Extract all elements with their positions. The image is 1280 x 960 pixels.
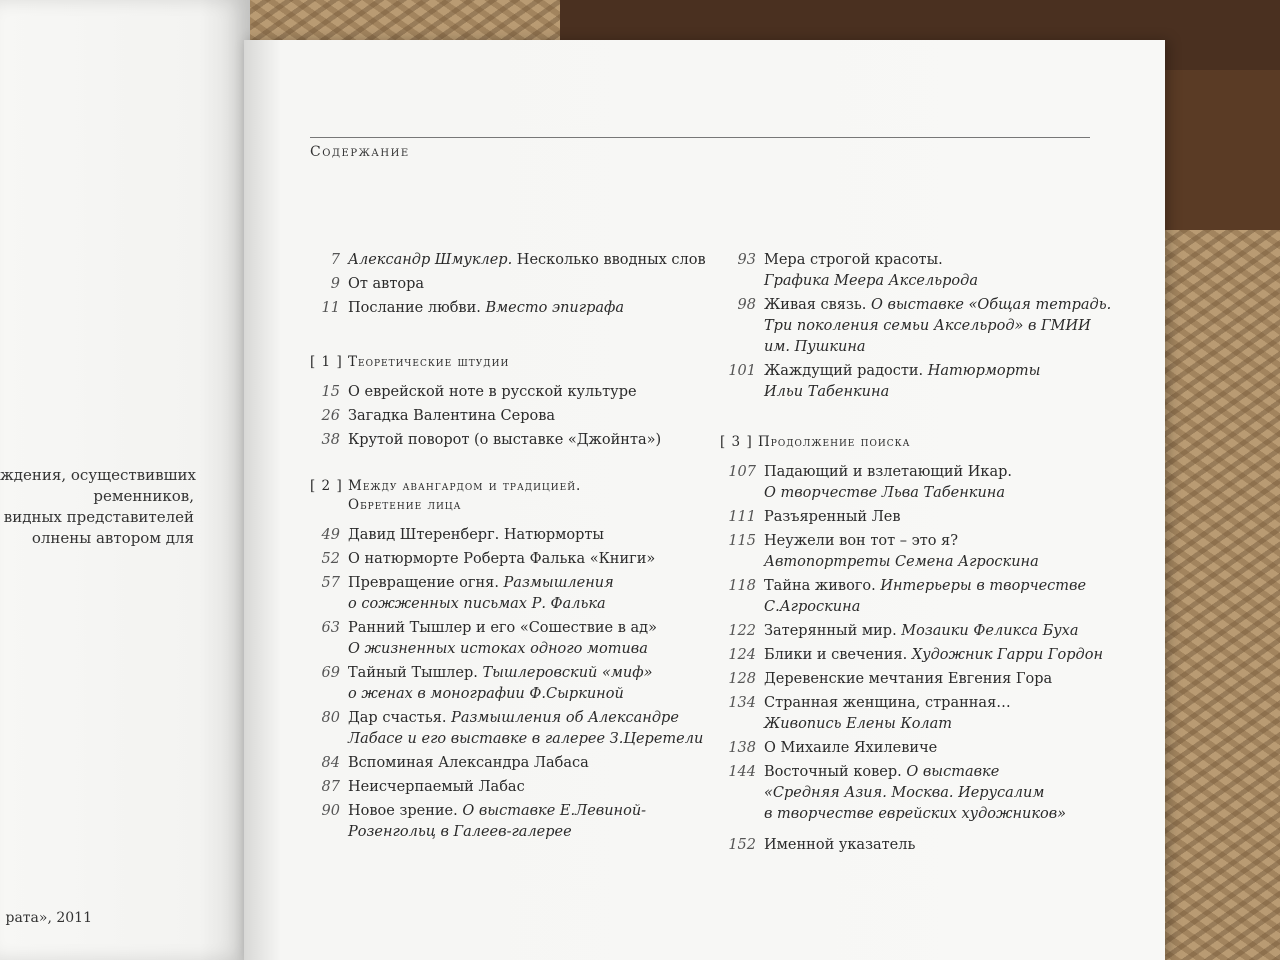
section-heading <box>720 433 1080 452</box>
toc-entry <box>310 753 680 774</box>
left-page-text <box>0 465 250 549</box>
toc-entry <box>310 573 680 615</box>
page-number: 111 <box>728 509 756 525</box>
page-number: 15 <box>321 384 340 400</box>
page-number: 9 <box>330 276 340 292</box>
page-number: 122 <box>728 623 756 639</box>
left-line: видных представителей <box>3 508 194 526</box>
entry-subtitle: Размышления об Александре <box>451 710 679 726</box>
entry-subtitle: Живопись Елены Колат <box>764 716 953 732</box>
entry-title: Несколько вводных слов <box>512 252 706 268</box>
toc-entry <box>310 430 680 451</box>
toc-entry <box>720 762 1080 825</box>
entry-subtitle: Автопортреты Семена Агроскина <box>764 554 1039 570</box>
toc-entry <box>310 298 680 319</box>
toc-entry <box>720 621 1080 642</box>
entry-title: Дар счастья. <box>348 710 452 726</box>
entry-subtitle: «Средняя Азия. Москва. Иерусалим <box>764 785 1045 801</box>
toc-entry <box>720 576 1087 618</box>
entry-title: От автора <box>348 276 425 292</box>
entry-title: Давид Штеренберг. Натюрморты <box>348 527 604 543</box>
entry-title: Странная женщина, странная… <box>764 695 1011 711</box>
section-mark: [ 2 ] <box>310 478 343 494</box>
entry-title: Неисчерпаемый Лабас <box>348 779 525 795</box>
entry-subtitle: О выставке <box>906 764 1000 780</box>
page-number: 69 <box>321 665 340 681</box>
page-number: 7 <box>330 252 340 268</box>
toc-entry <box>310 549 680 570</box>
toc-entry <box>310 382 680 403</box>
left-line: ждения, осуществивших <box>0 466 196 484</box>
section-heading <box>310 353 680 372</box>
entry-subtitle: Тышлеровский «миф» <box>482 665 653 681</box>
page-number: 152 <box>728 837 756 853</box>
entry-title: Именной указатель <box>764 837 916 853</box>
section-mark: [ 1 ] <box>310 354 343 370</box>
entry-subtitle: им. Пушкина <box>764 339 866 355</box>
toc-entry <box>720 295 1112 358</box>
toc-entry <box>310 801 680 843</box>
page-number: 124 <box>728 647 756 663</box>
page-number: 52 <box>321 551 340 567</box>
entry-title: Неужели вон тот – это я? <box>764 533 958 549</box>
toc-entry <box>310 708 704 750</box>
page-number: 144 <box>728 764 756 780</box>
entry-subtitle: Мозаики Феликса Буха <box>901 623 1079 639</box>
page-number: 90 <box>321 803 340 819</box>
entry-subtitle: О выставке Е.Левиной- <box>462 803 647 819</box>
toc-entry <box>720 835 1080 856</box>
toc-entry <box>720 531 1080 573</box>
section-title: Обретение лица <box>348 497 462 513</box>
toc-entry <box>310 525 680 546</box>
entry-title: О еврейской ноте в русской культуре <box>348 384 637 400</box>
toc-entry <box>720 645 1104 666</box>
entry-subtitle: о сожженных письмах Р. Фалька <box>348 596 606 612</box>
toc-entry <box>310 663 680 705</box>
page-number: 80 <box>321 710 340 726</box>
page-number: 98 <box>737 297 756 313</box>
entry-subtitle: Художник Гарри Гордон <box>911 647 1104 663</box>
toc-entry <box>310 618 680 660</box>
entry-title: Живая связь. <box>764 297 871 313</box>
entry-title: Падающий и взлетающий Икар. <box>764 464 1012 480</box>
entry-title: Разъяренный Лев <box>764 509 901 525</box>
left-line: ременников, <box>93 487 194 505</box>
entry-title: Тайна живого. <box>764 578 881 594</box>
page-number: 107 <box>728 464 756 480</box>
entry-title: О натюрморте Роберта Фалька «Книги» <box>348 551 656 567</box>
entry-title: Мера строгой красоты. <box>764 252 943 268</box>
entry-subtitle: С.Агроскина <box>764 599 861 615</box>
entry-subtitle: Размышления <box>503 575 614 591</box>
entry-title: Тайный Тышлер. <box>348 665 483 681</box>
entry-title: Послание любви. <box>348 300 486 316</box>
section-title: Теоретические штудии <box>348 354 510 370</box>
toc-entry <box>310 250 706 271</box>
entry-subtitle: Натюрморты <box>927 363 1041 379</box>
entry-subtitle: Лабасе и его выставке в галерее З.Церетели <box>348 731 704 747</box>
page-number: 118 <box>728 578 756 594</box>
entry-title: Загадка Валентина Серова <box>348 408 556 424</box>
page-number: 101 <box>728 363 756 379</box>
page-number: 138 <box>728 740 756 756</box>
entry-subtitle: Графика Меера Аксельрода <box>764 273 978 289</box>
entry-title: О Михаиле Яхилевиче <box>764 740 938 756</box>
toc-entry <box>720 738 1080 759</box>
toc-entry <box>720 250 1080 292</box>
toc-entry <box>310 406 680 427</box>
table-surface-edge <box>1150 70 1280 230</box>
section-mark: [ 3 ] <box>720 434 753 450</box>
entry-subtitle: О выставке «Общая тетрадь. <box>870 297 1112 313</box>
entry-title: Крутой поворот (о выставке «Джойнта») <box>348 432 662 448</box>
entry-subtitle: Интерьеры в творчестве <box>880 578 1087 594</box>
entry-subtitle: Ильи Табенкина <box>764 384 890 400</box>
page-number: 134 <box>728 695 756 711</box>
page-number: 84 <box>321 755 340 771</box>
page-number: 11 <box>321 300 340 316</box>
toc-entry <box>720 507 1080 528</box>
page-number: 26 <box>321 408 340 424</box>
entry-title: Жаждущий радости. <box>764 363 928 379</box>
page-number: 128 <box>728 671 756 687</box>
entry-title: Вспоминая Александра Лабаса <box>348 755 589 771</box>
entry-title: Превращение огня. <box>348 575 504 591</box>
entry-title: Восточный ковер. <box>764 764 907 780</box>
heading-rule <box>310 137 1090 138</box>
page-number: 57 <box>321 575 340 591</box>
entry-title: Деревенские мечтания Евгения Гора <box>764 671 1053 687</box>
entry-subtitle: в творчестве еврейских художников» <box>764 806 1067 822</box>
section-title: Продолжение поиска <box>758 434 911 450</box>
toc-heading: Содержание <box>310 144 410 160</box>
entry-author: Александр Шмуклер. <box>348 252 513 268</box>
right-page <box>244 40 1165 960</box>
entry-subtitle: Розенгольц в Галеев-галерее <box>348 824 572 840</box>
page-number: 38 <box>321 432 340 448</box>
toc-entry <box>310 274 680 295</box>
entry-subtitle: о женах в монографии Ф.Сыркиной <box>348 686 624 702</box>
toc-entry <box>720 669 1080 690</box>
page-number: 87 <box>321 779 340 795</box>
section-title: Между авангардом и традицией. <box>348 478 582 494</box>
toc-entry <box>310 777 680 798</box>
left-page <box>0 0 250 960</box>
entry-title: Блики и свечения. <box>764 647 912 663</box>
toc-entry <box>720 462 1080 504</box>
entry-subtitle: О творчестве Льва Табенкина <box>764 485 1005 501</box>
left-line: олнены автором для <box>31 529 194 547</box>
entry-subtitle: Три поколения семьи Аксельрод» в ГМИИ <box>764 318 1091 334</box>
page-number: 63 <box>321 620 340 636</box>
toc-entry <box>720 693 1080 735</box>
entry-title: Новое зрение. <box>348 803 463 819</box>
toc-entry <box>720 361 1080 403</box>
toc-column-left <box>310 250 706 846</box>
entry-title: Затерянный мир. <box>764 623 902 639</box>
left-footer: рата», 2011 <box>5 910 92 926</box>
entry-subtitle: О жизненных истоках одного мотива <box>348 641 648 657</box>
page-number: 93 <box>737 252 756 268</box>
page-number: 49 <box>321 527 340 543</box>
toc-column-right <box>720 250 1112 859</box>
entry-subtitle: Вместо эпиграфа <box>485 300 624 316</box>
section-heading <box>310 477 680 515</box>
entry-title: Ранний Тышлер и его «Сошествие в ад» <box>348 620 657 636</box>
page-number: 115 <box>728 533 756 549</box>
